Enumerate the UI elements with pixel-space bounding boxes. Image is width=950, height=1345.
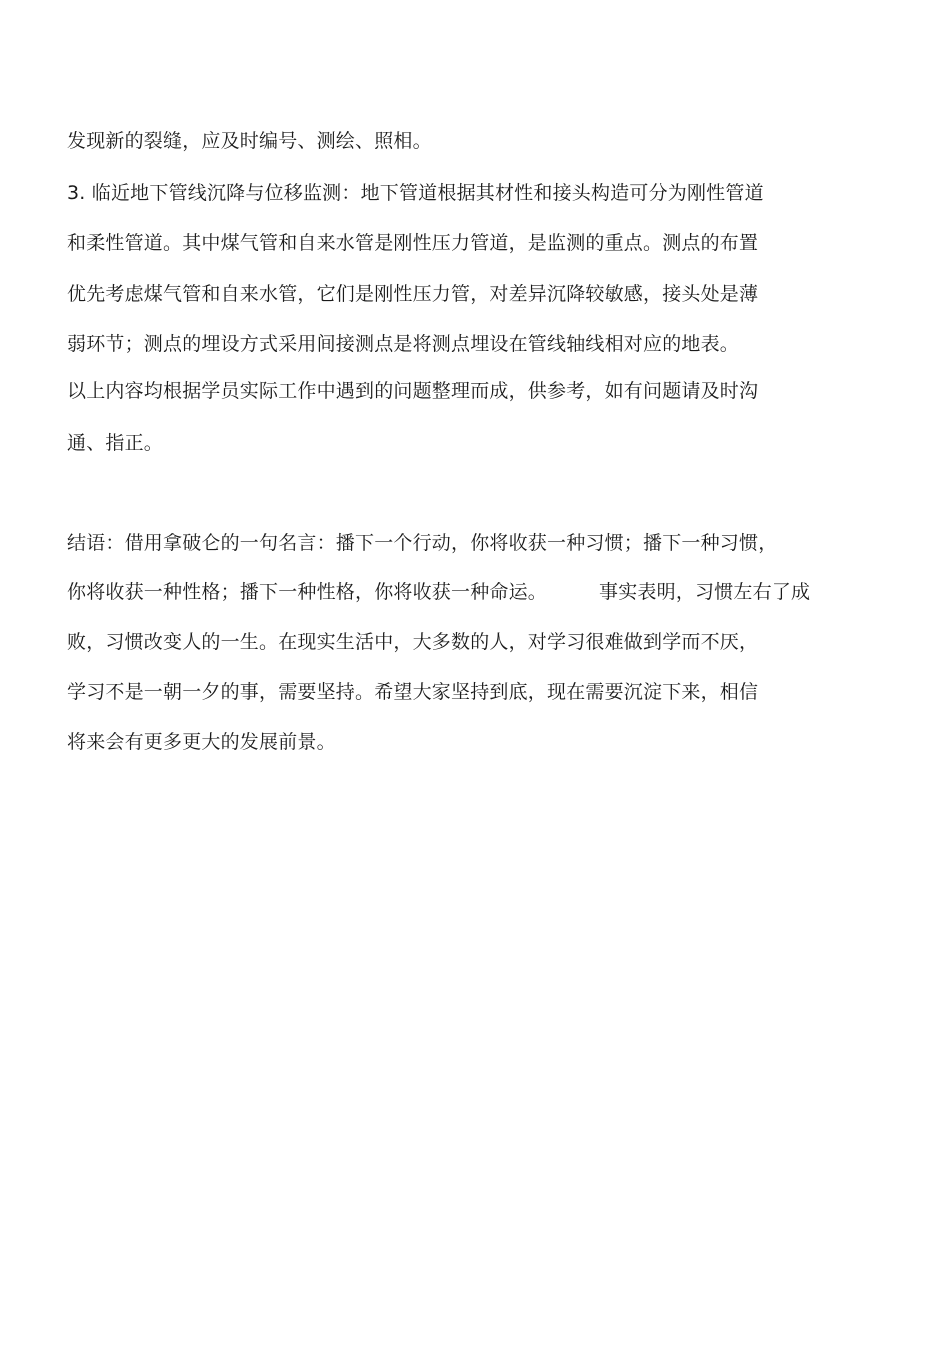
item3-line-4: 弱环节；测点的埋设方式采用间接测点是将测点埋设在管线轴线相对应的地表。	[67, 333, 740, 355]
item3-line-3: 优先考虑煤气管和自来水管，它们是刚性压力管，对差异沉降较敏感，接头处是薄	[67, 283, 759, 305]
conclusion-line-1: 结语：借用拿破仑的一句名言：播下一个行动，你将收获一种习惯；播下一种习惯，	[67, 532, 778, 554]
note-line-2: 通、指正。	[67, 432, 164, 454]
note-line-1: 以上内容均根据学员实际工作中遇到的问题整理而成，供参考，如有问题请及时沟	[67, 380, 759, 402]
item3-line-1: 3. 临近地下管线沉降与位移监测：地下管道根据其材性和接头构造可分为刚性管道	[67, 182, 764, 204]
conclusion-line-5: 将来会有更多更大的发展前景。	[67, 731, 336, 753]
paragraph-continuation-line: 发现新的裂缝，应及时编号、测绘、照相。	[67, 130, 432, 152]
conclusion-line-4: 学习不是一朝一夕的事，需要坚持。希望大家坚持到底，现在需要沉淀下来，相信	[67, 681, 759, 703]
item3-line-2: 和柔性管道。其中煤气管和自来水管是刚性压力管道，是监测的重点。测点的布置	[67, 232, 759, 254]
conclusion-line-2a: 你将收获一种性格；播下一种性格，你将收获一种命运。	[67, 581, 548, 603]
conclusion-line-2	[67, 579, 810, 605]
conclusion-line-3: 败，习惯改变人的一生。在现实生活中，大多数的人，对学习很难做到学而不厌，	[67, 631, 759, 653]
conclusion-line-2b: 事实表明，习惯左右了成	[599, 581, 811, 603]
